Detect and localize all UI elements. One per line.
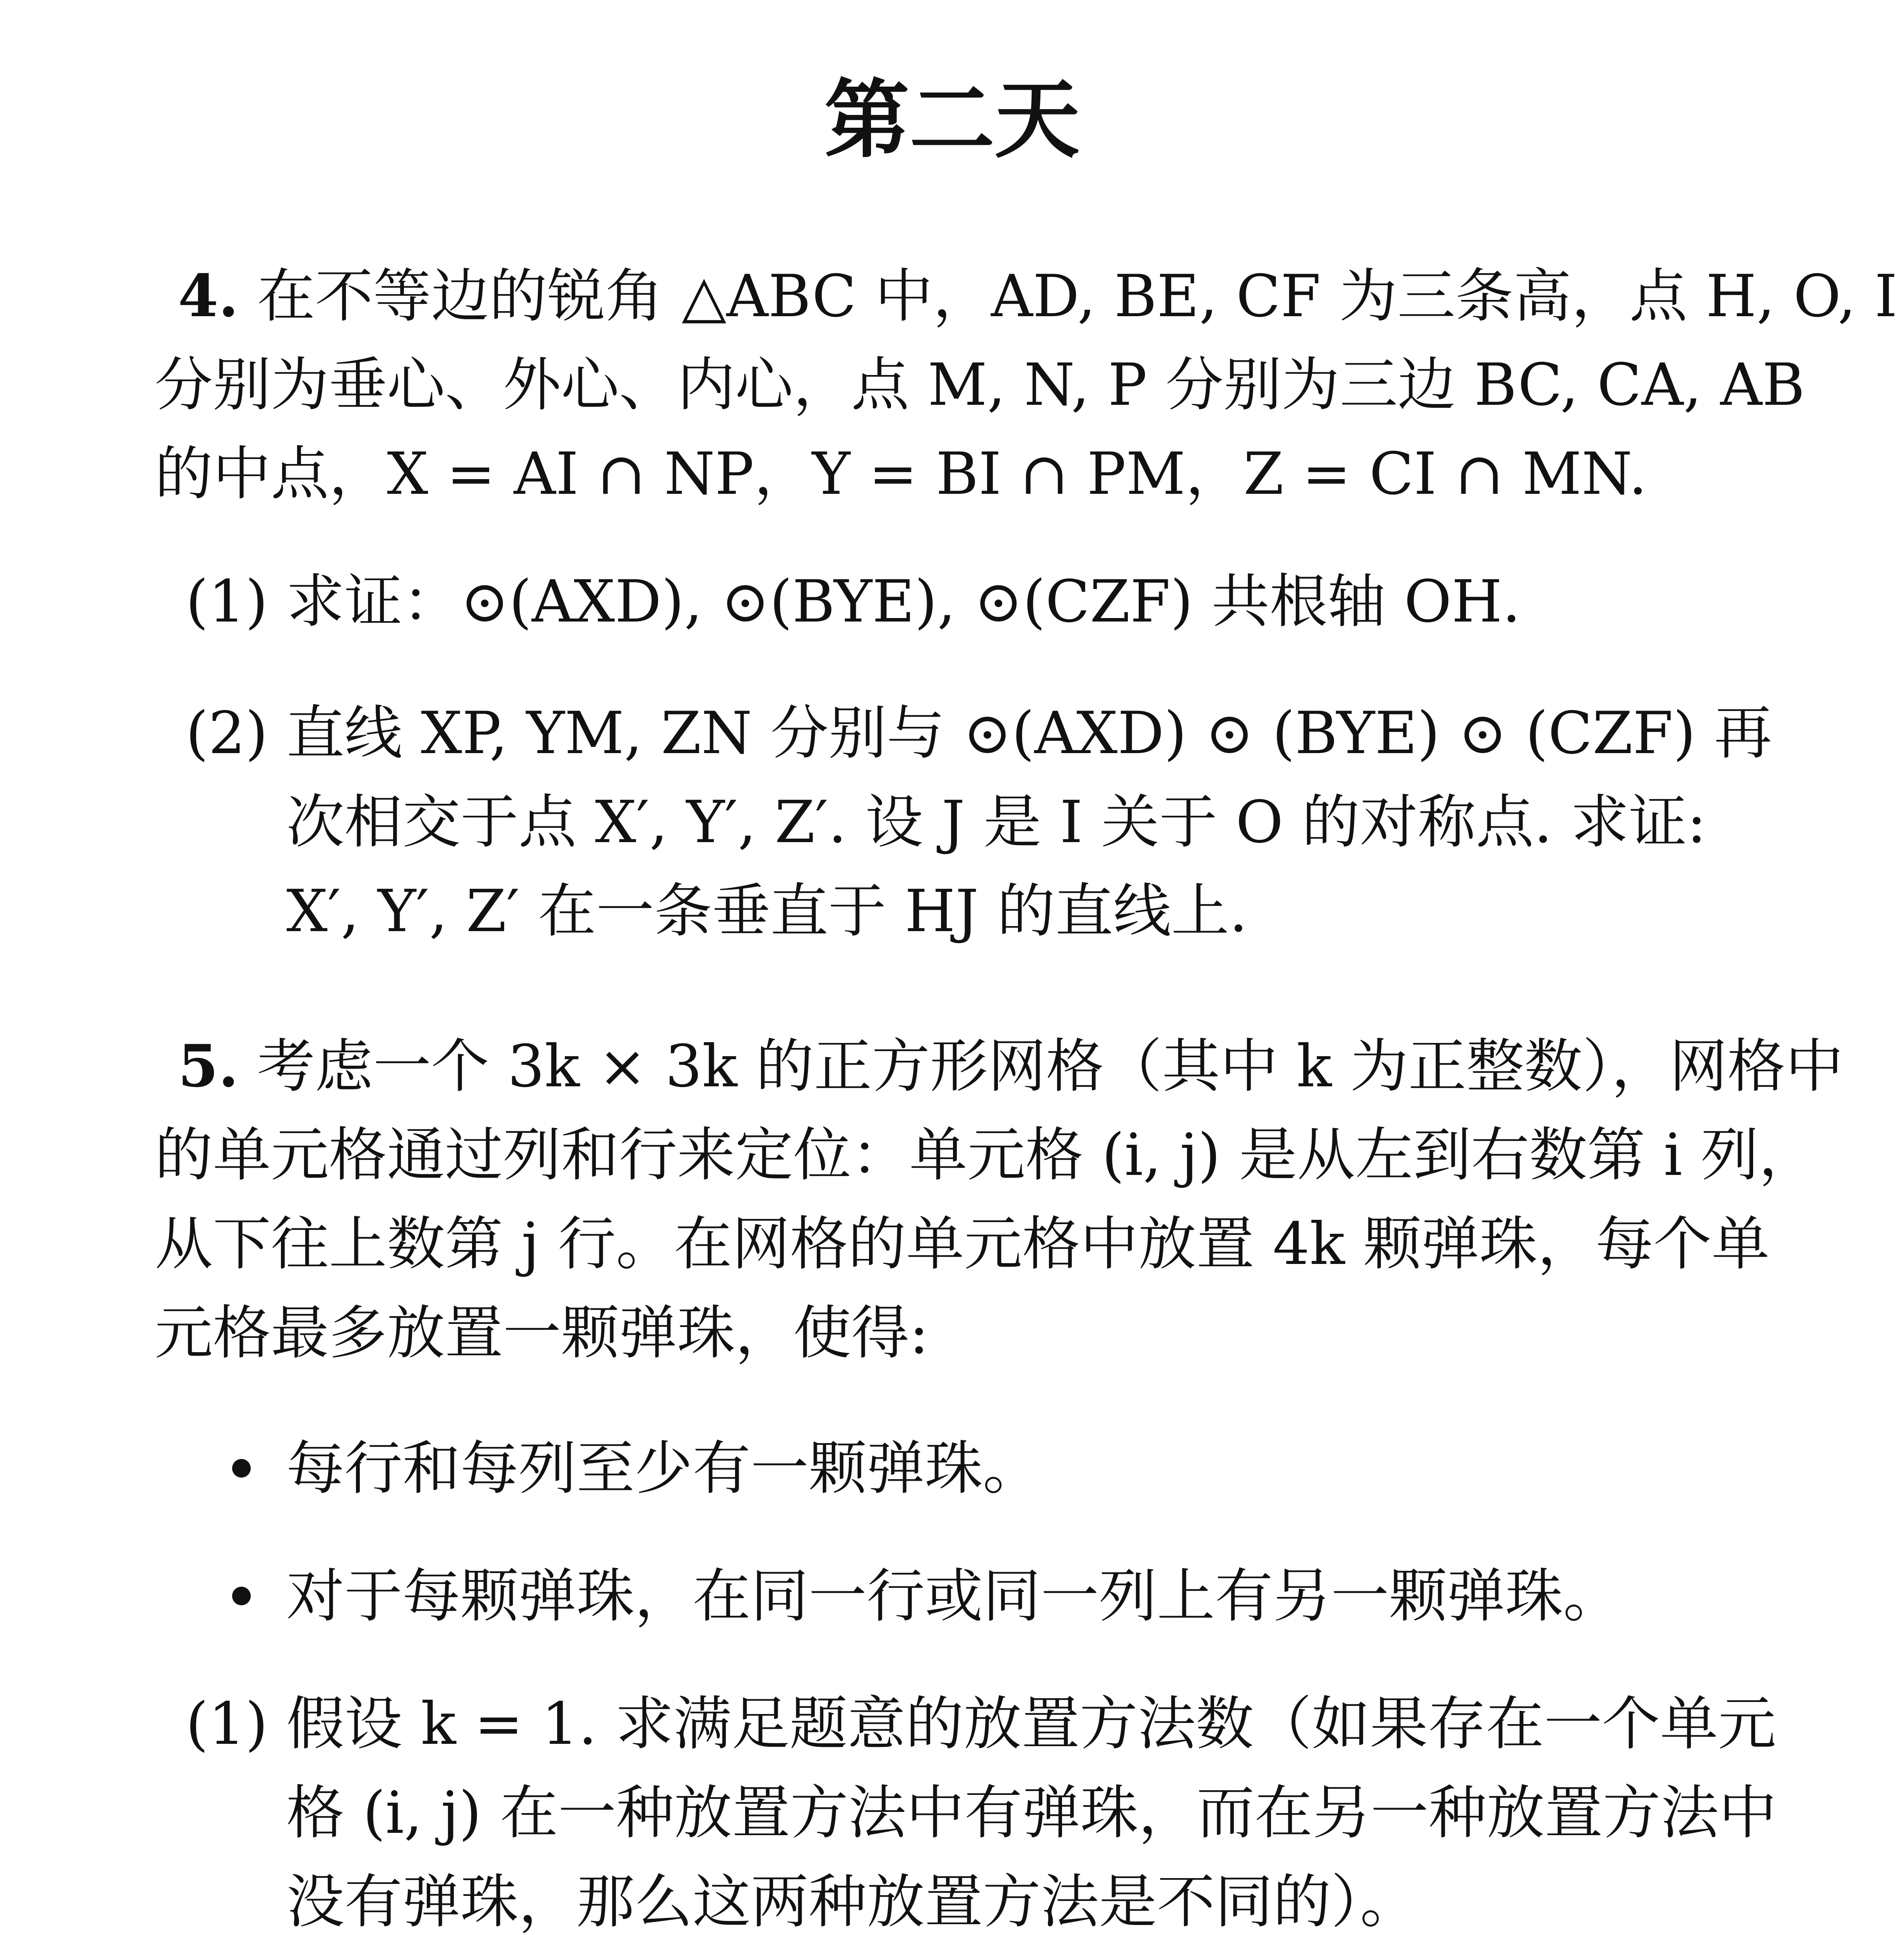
problem-5-line-2: 的单元格通过列和行来定位：单元格 (i, j) 是从左到右数第 i 列， [155, 1122, 1817, 1189]
problem-4-part2-line-1: 直线 XP, YM, ZN 分别与 ⊙(AXD) ⊙ (BYE) ⊙ (CZF) 再 [286, 700, 1772, 767]
problem-4-part1-line-1: 求证：⊙(AXD), ⊙(BYE), ⊙(CZF) 共根轴 OH. [286, 568, 1521, 635]
bullet-2 [232, 1587, 251, 1605]
page-title: 第二天 [824, 70, 1080, 170]
problem-5-part1-line-2: 格 (i, j) 在一种放置方法中有弹珠，而在另一种放置方法中 [286, 1779, 1777, 1847]
problem-5-part1-label: (1) [186, 1690, 268, 1758]
problem-5-part1-line-1: 假设 k = 1. 求满足题意的放置方法数（如果存在一个单元 [286, 1690, 1776, 1758]
problem-4-line-1: 在不等边的锐角 △ABC 中，AD, BE, CF 为三条高，点 H, O, I [257, 263, 1897, 330]
problem-5-bullet-1: 每行和每列至少有一颗弹珠。 [286, 1435, 1041, 1502]
problem-4-part2-label: (2) [186, 700, 268, 767]
problem-5-line-1: 考虑一个 3k × 3k 的正方形网格（其中 k 为正整数），网格中 [257, 1033, 1844, 1100]
problem-4-part2-line-3: X′, Y′, Z′ 在一条垂直于 HJ 的直线上. [286, 878, 1248, 945]
problem-5-bullet-2: 对于每颗弹珠，在同一行或同一列上有另一颗弹珠。 [286, 1563, 1622, 1630]
problem-5-line-4: 元格最多放置一颗弹珠，使得: [155, 1300, 929, 1367]
problem-4-number: 4. [178, 262, 239, 330]
bullet-1 [232, 1459, 251, 1478]
problem-4-line-2: 分别为垂心、外心、内心，点 M, N, P 分别为三边 BC, CA, AB [155, 351, 1805, 419]
problem-4-part2-line-2: 次相交于点 X′, Y′, Z′. 设 J 是 I 关于 O 的对称点. 求证: [286, 789, 1707, 856]
problem-5-number: 5. [178, 1032, 239, 1100]
problem-4-part1-label: (1) [186, 568, 268, 635]
problem-5-line-3: 从下往上数第 j 行。在网格的单元格中放置 4k 颗弹珠，每个单 [155, 1211, 1770, 1278]
problem-5-part1-line-3: 没有弹珠，那么这两种放置方法是不同的）。 [286, 1868, 1418, 1935]
problem-4-line-3: 的中点，X = AI ∩ NP，Y = BI ∩ PM，Z = CI ∩ MN. [155, 440, 1647, 508]
